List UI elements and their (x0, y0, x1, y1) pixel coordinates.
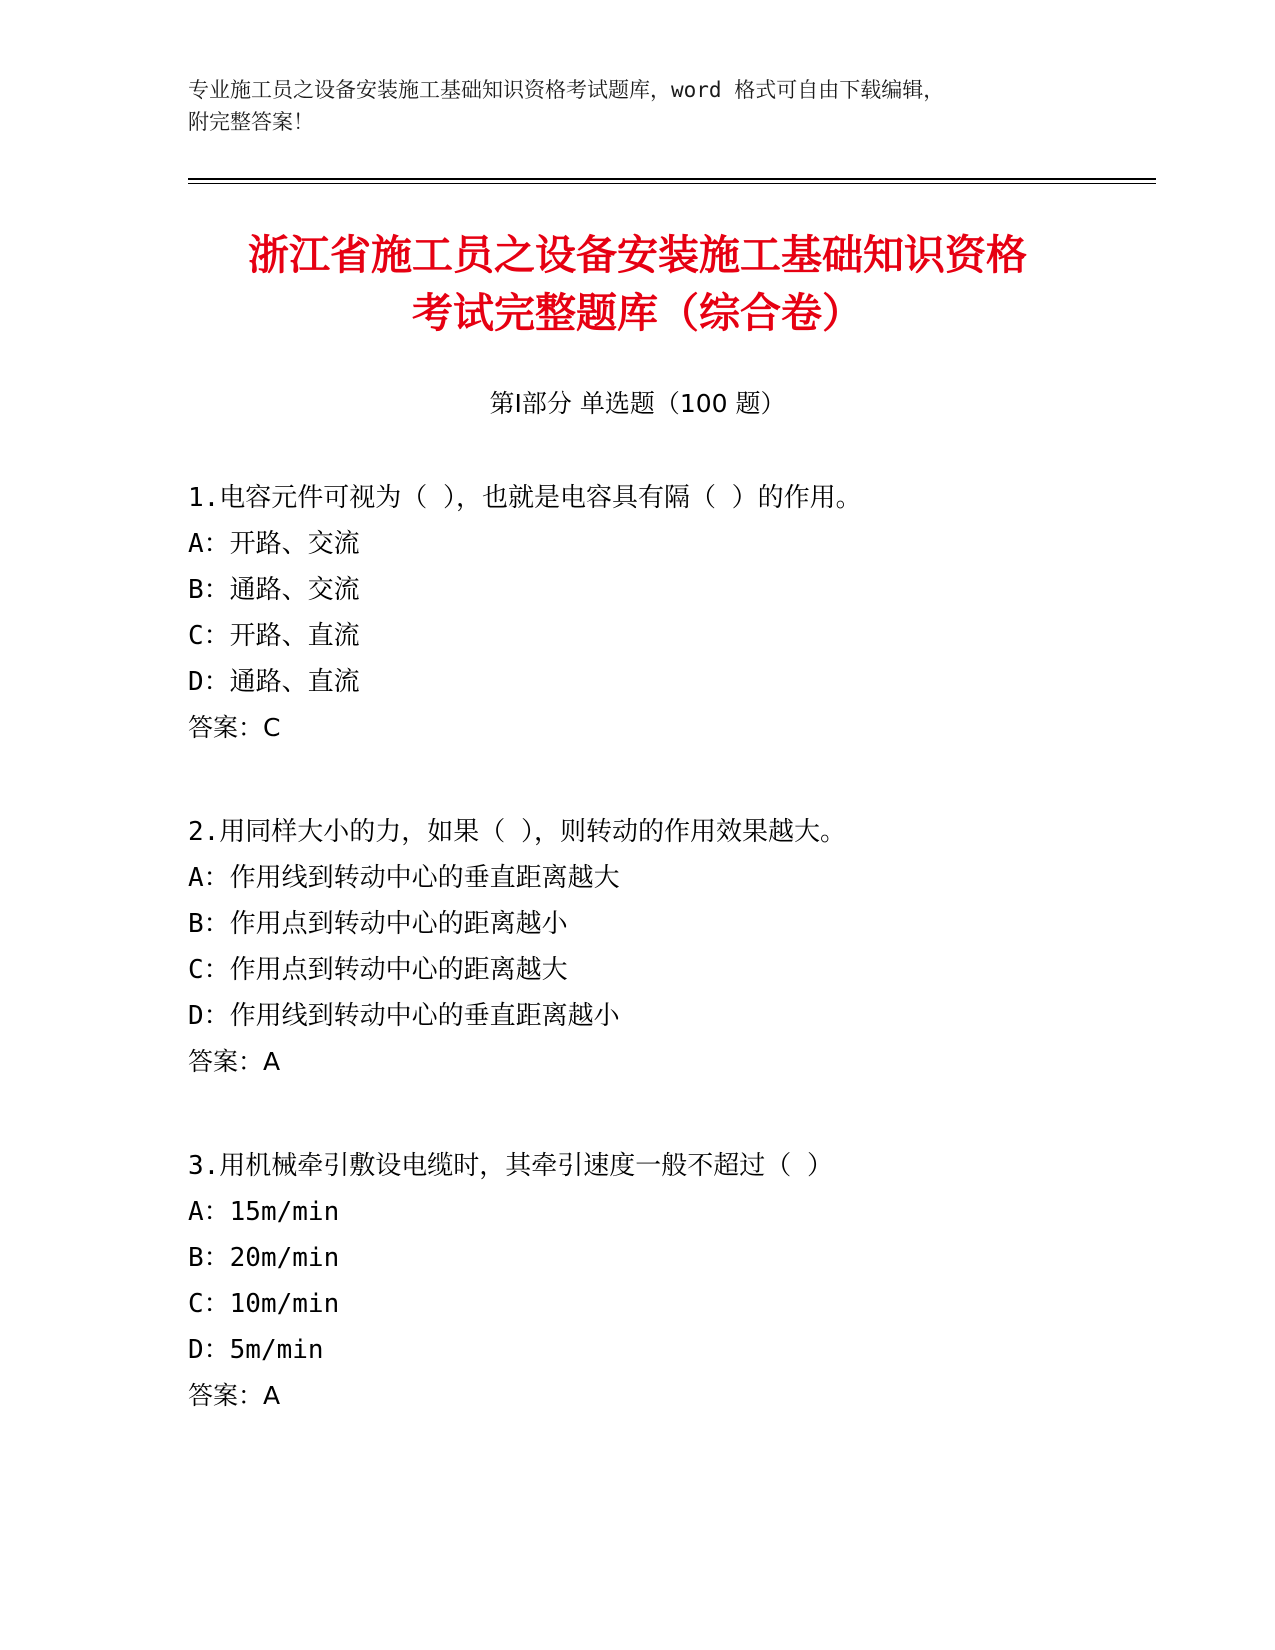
document-title (0, 226, 1275, 342)
header-divider-thick (188, 178, 1156, 180)
option-c: C：作用点到转动中心的距离越大 (188, 955, 568, 985)
option-a: A：开路、交流 (188, 529, 360, 559)
document-title-line: 考试完整题库（综合卷） (412, 289, 863, 337)
answer-line: 答案：A (188, 1381, 281, 1410)
option-b: B：作用点到转动中心的距离越小 (188, 909, 568, 939)
question-stem: 1.电容元件可视为（ ），也就是电容具有隔（ ）的作用。 (188, 483, 862, 513)
question-list (188, 475, 1148, 1477)
option-a: A：15m/min (188, 1197, 340, 1227)
answer-line: 答案：C (188, 713, 281, 742)
question-stem: 2.用同样大小的力，如果（ ），则转动的作用效果越大。 (188, 817, 846, 847)
question-stem: 3.用机械牵引敷设电缆时，其牵引速度一般不超过（ ） (188, 1151, 833, 1181)
answer-line: 答案：A (188, 1047, 281, 1076)
document-title-line: 浙江省施工员之设备安装施工基础知识资格 (248, 231, 1027, 279)
question-item (188, 475, 1148, 751)
option-d: D：通路、直流 (188, 667, 360, 697)
header-note (188, 74, 1088, 138)
header-divider-thin (188, 183, 1156, 184)
option-c: C：开路、直流 (188, 621, 360, 651)
option-b: B：通路、交流 (188, 575, 360, 605)
section-heading: 第Ⅰ部分 单选题（100 题） (489, 389, 786, 418)
header-note-line: 专业施工员之设备安装施工基础知识资格考试题库，word 格式可自由下载编辑， (188, 78, 945, 102)
header-note-line: 附完整答案！ (188, 110, 314, 134)
option-a: A：作用线到转动中心的垂直距离越大 (188, 863, 620, 893)
option-d: D：作用线到转动中心的垂直距离越小 (188, 1001, 620, 1031)
option-b: B：20m/min (188, 1243, 340, 1273)
question-item (188, 1143, 1148, 1419)
question-item (188, 809, 1148, 1085)
option-c: C：10m/min (188, 1289, 340, 1319)
option-d: D：5m/min (188, 1335, 324, 1365)
